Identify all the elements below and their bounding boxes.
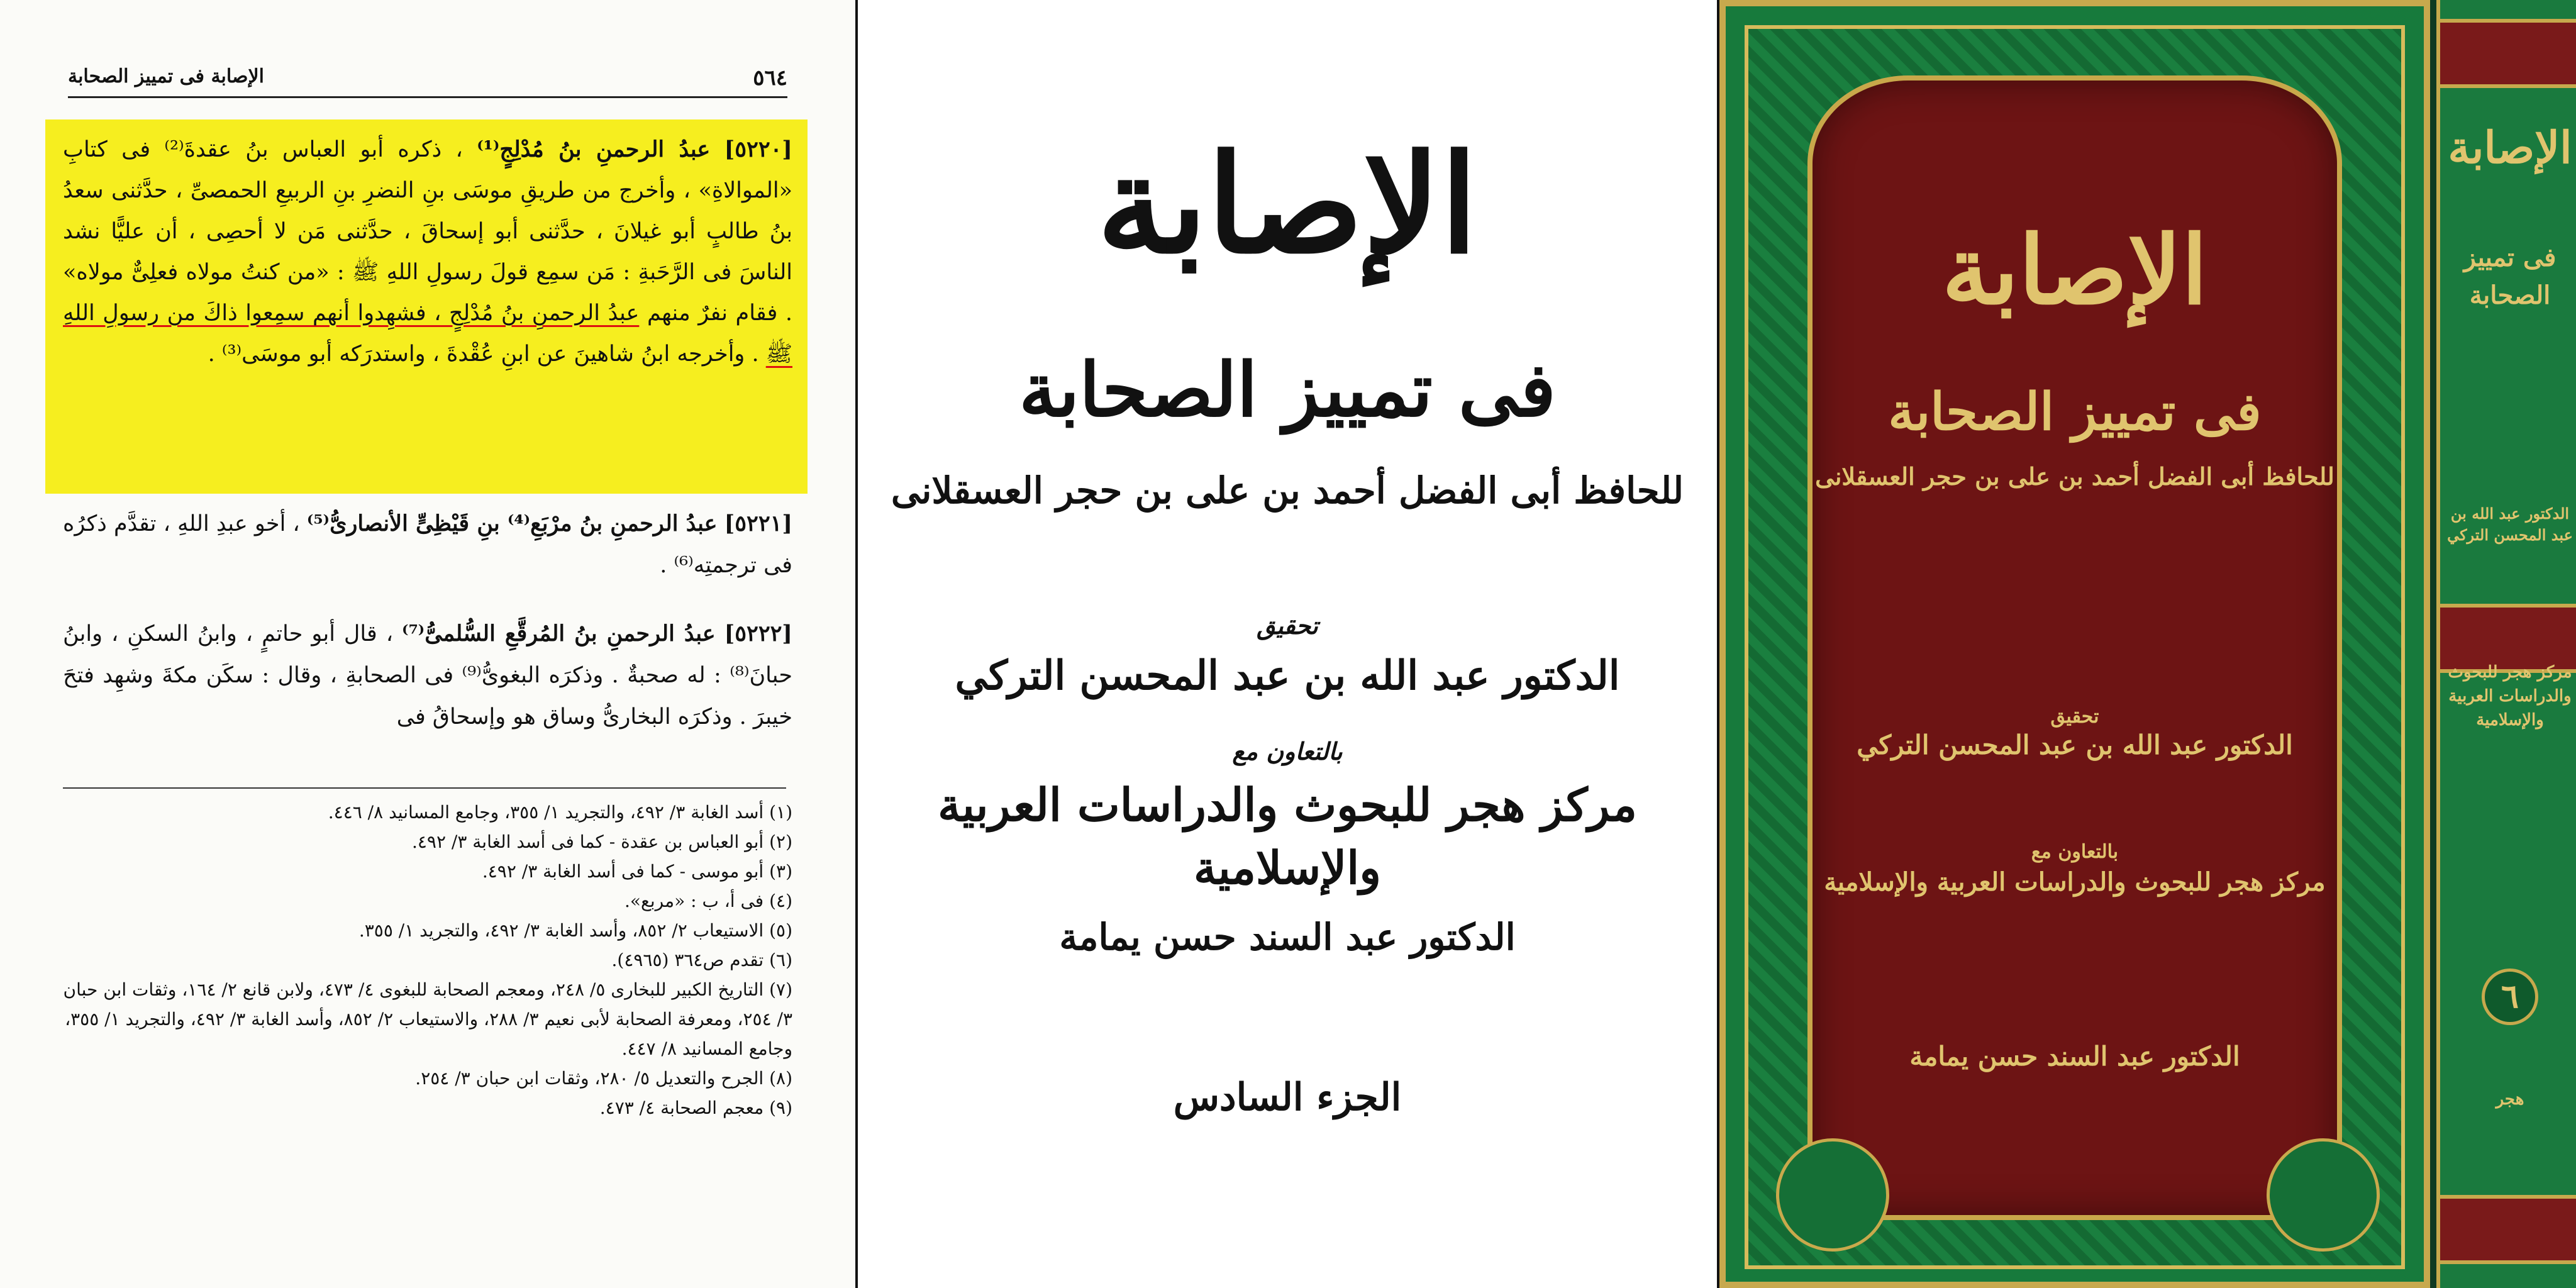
page-number: ٥٦٤	[753, 65, 787, 91]
footnote-8: (٨) الجرح والتعديل ٥/ ٢٨٠، وثقات ابن حبان ٣/ ٢٥٤.	[415, 1068, 792, 1089]
entry-number: [٥٢٢١]	[724, 511, 792, 536]
spine-band	[2440, 19, 2576, 88]
footnote-7: (٧) التاريخ الكبير للبخارى ٥/ ٢٤٨، ومعجم الصحابة للبغوى ٤/ ٤٧٣، ولابن قانع ٢/ ١٦٤، وثقات ابن حبان ٣/ ٢٥٤، ومعرفة الصحابة لأبى نعيم ٣/ ٢٨٨، والاستيعاب ٢/ ٨٥٢، وأسد الغابة ٣/ ٤٩٢، والتجريد ١/ ٣٥٥، وجامع المسانيد ٨/ ٤٤٧.	[63, 979, 792, 1059]
corner-ornament-icon	[1776, 1138, 1889, 1252]
spine-band	[2440, 1195, 2576, 1264]
entry-text: ، أخو عبدِ اللهِ ، تقدَّم ذكرُه فى ترجمتِه⁽⁶⁾ .	[62, 511, 792, 578]
spine-editor: الدكتور عبد الله بن عبد المحسن التركي	[2447, 504, 2573, 544]
footnote-3: (٣) أبو موسى - كما فى أسد الغابة ٣/ ٤٩٢.	[482, 861, 792, 882]
collab-label: بالتعاون مع	[1232, 737, 1343, 765]
entry-name: عبدُ الرحمنِ بنُ المُرقَّعِ السُّلمىُّ⁽⁷⁾	[402, 621, 716, 647]
footnote-4: (٤) فى أ، ب : «مربع».	[624, 891, 792, 911]
underlined-text: عبدُ الرحمنِ بنُ مُدْلِجٍ ، فشهِدوا أنهم سمِعوا ذاكَ من رسولِ اللهِ ﷺ	[63, 301, 792, 367]
edited-label: تحقيق	[1257, 611, 1318, 640]
footnote-9: (٩) معجم الصحابة ٤/ ٤٧٣.	[599, 1097, 792, 1118]
footnotes	[63, 797, 792, 1123]
corner-ornament-icon	[2267, 1138, 2380, 1252]
entry-text: ، ذكره أبو العباس بنُ عقدةَ⁽²⁾ فى كتابِ «الموالاةِ» ، وأخرج من طريقِ موسَى بنِ النضرِ بنِ الربيعِ الحمصىِّ ، حدَّثنى سعدُ بنُ طالبٍ أبو غيلانَ ، حدَّثنى أبو إسحاقَ ، حدَّثنى مَن لا أحصِى ، أن عليًّا نشد الناسَ فى الرَّحَبةِ : مَن سمِع قولَ رسولِ اللهِ ﷺ : «من كنتُ مولاه فعلِىٌّ مولاه» . فقام نفرٌ منهم	[63, 137, 792, 326]
page-header	[68, 60, 787, 98]
entry-5221	[63, 503, 792, 586]
spine-publisher: هجر	[2496, 1090, 2524, 1109]
cover-center: مركز هجر للبحوث والدراسات العربية والإسلامية	[1824, 867, 2326, 897]
entry-text: ، قال أبو حاتمٍ ، وابنُ السكنِ ، وابنُ حبانَ⁽⁸⁾ : له صحبةٌ . وذكرَه البغوىُّ⁽⁹⁾ فى الصحابةِ ، وقال : سكَن مكةَ وشهِد فتحَ خيبرَ . وذكرَه البخارىُّ وساق هو وإسحاقُ فى	[63, 621, 793, 730]
cover-coeditor: الدكتور عبد السند حسن يمامة	[1909, 1041, 2240, 1072]
footnote-6: (٦) تقدم ص٣٦٤ (٤٩٦٥).	[611, 950, 792, 970]
entry-number: [٥٢٢٠]	[724, 136, 792, 162]
author-line: للحافظ أبى الفضل أحمد بن على بن حجر العسقلانى	[891, 469, 1684, 512]
book-cover-photo	[1719, 0, 2576, 1288]
cover-edited-label: تحقيق	[2050, 706, 2099, 728]
front-cover	[1719, 0, 2430, 1288]
footnote-divider	[63, 787, 786, 789]
entry-5222	[63, 613, 792, 738]
cover-author: للحافظ أبى الفضل أحمد بن على بن حجر العسقلانى	[1815, 462, 2334, 491]
entry-name: عبدُ الرحمنِ بنُ مُدْلِجٍ⁽¹⁾	[477, 136, 711, 162]
book-spine	[2436, 0, 2576, 1288]
entry-5220	[63, 129, 792, 375]
entry-text-end: . وأخرجه ابنُ شاهينَ عن ابنِ عُقْدةَ ، واستدرَكه أبو موسَى⁽³⁾ .	[208, 341, 759, 367]
footnote-2: (٢) أبو العباس بن عقدة - كما فى أسد الغابة ٣/ ٤٩٢.	[411, 831, 792, 852]
hadith-page-scan	[0, 0, 855, 1288]
spine-volume-badge: ٦	[2482, 969, 2538, 1025]
cover-title: الإصابة	[1941, 215, 2208, 326]
entry-number: [٥٢٢٢]	[724, 621, 792, 647]
spine-title: الإصابة	[2448, 121, 2572, 174]
book-title: الإصابة	[1097, 125, 1478, 284]
footnote-5: (٥) الاستيعاب ٢/ ٨٥٢، وأسد الغابة ٣/ ٤٩٢، والتجريد ١/ ٣٥٥.	[358, 920, 792, 941]
spine-subtitle: فى تمييز الصحابة	[2463, 243, 2557, 310]
volume-label: الجزء السادس	[1173, 1075, 1402, 1119]
spine-center: مركز هجر للبحوث والدراسات العربية والإسلامية	[2448, 663, 2572, 730]
cover-editor: الدكتور عبد الله بن عبد المحسن التركي	[1857, 730, 2293, 760]
editor-name: الدكتور عبد الله بن عبد المحسن التركي	[955, 652, 1620, 699]
book-subtitle: فى تمييز الصحابة	[1019, 346, 1556, 433]
title-page-scan	[858, 0, 1717, 1288]
entry-name: عبدُ الرحمنِ بنُ مرْبَعِ⁽⁴⁾ بنِ قَيْظِىٍّ الأنصارىُّ⁽⁵⁾	[306, 511, 718, 536]
research-center: مركز هجر للبحوث والدراسات العربية والإسلامية	[938, 778, 1637, 894]
cover-subtitle: فى تمييز الصحابة	[1888, 382, 2262, 442]
running-title: الإصابة فى تمييز الصحابة	[68, 65, 264, 87]
coeditor-name: الدكتور عبد السند حسن يمامة	[1059, 916, 1516, 958]
footnote-1: (١) أسد الغابة ٣/ ٤٩٢، والتجريد ١/ ٣٥٥، وجامع المسانيد ٨/ ٤٤٦.	[328, 802, 792, 823]
cover-collab-label: بالتعاون مع	[2031, 841, 2119, 863]
